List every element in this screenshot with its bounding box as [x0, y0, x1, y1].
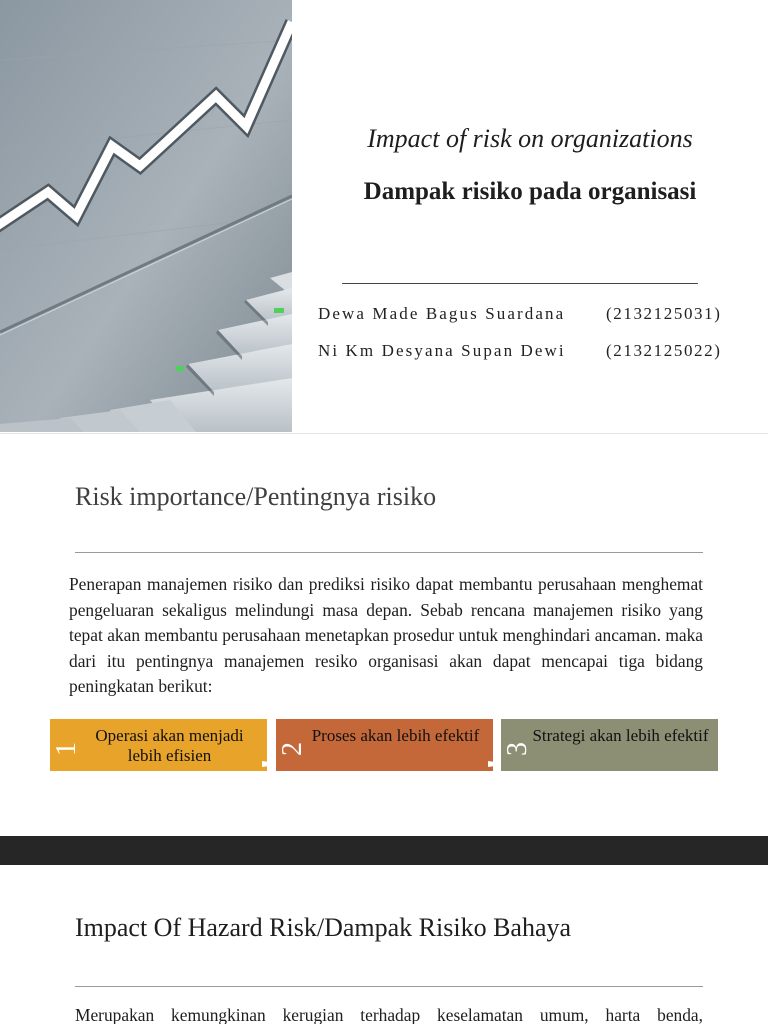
- step-number: 2: [277, 742, 308, 756]
- step-number: 1: [51, 742, 82, 756]
- slide-heading: Impact Of Hazard Risk/Dampak Risiko Bahaya: [75, 913, 572, 942]
- title-slide: [0, 0, 768, 432]
- step-number: 3: [502, 742, 533, 756]
- author-name: Ni Km Desyana Supan Dewi: [318, 341, 566, 360]
- author-id: (2132125022): [606, 341, 722, 360]
- slide-separator: [0, 836, 768, 865]
- step-label: Strategi akan lebih efektif: [532, 726, 709, 745]
- step-label: Proses akan lebih efektif: [311, 726, 480, 745]
- slide-body-text: Merupakan kemungkinan kerugian terhadap keselamatan umum, harta benda,: [75, 1005, 703, 1024]
- step-label: Operasi akan menjadi lebih efisien: [95, 726, 244, 765]
- step-box-3: [501, 719, 718, 771]
- author-name: Dewa Made Bagus Suardana: [318, 304, 566, 323]
- author-id: (2132125031): [606, 304, 722, 323]
- heading-divider: [75, 986, 703, 987]
- title-indonesian: Dampak risiko pada organisasi: [363, 178, 697, 205]
- hazard-risk-slide: [0, 865, 768, 1024]
- heading-divider: [75, 552, 703, 553]
- slide-heading: Risk importance/Pentingnya risiko: [75, 482, 437, 511]
- title-divider: [342, 283, 698, 284]
- slide-body-text: Penerapan manajemen risiko dan prediksi risiko dapat membantu perusahaan menghemat pengeluaran sekaligus melindungi masa depan. Sebab rencana manajemen risiko yang tepat akan membantu perusahaan menetapkan prosedur untuk menghindari ancaman. maka dari itu pentingnya manajemen resiko organisasi akan dapat mencapai tiga bidang peningkatan berikut:: [69, 574, 703, 696]
- staircase-arrow-illustration: [0, 0, 292, 432]
- title-english: Impact of risk on organizations: [367, 124, 693, 153]
- step-box-1: [50, 719, 267, 771]
- hero-image: [0, 0, 292, 432]
- step-box-2: [276, 719, 493, 771]
- risk-importance-slide: [0, 433, 768, 837]
